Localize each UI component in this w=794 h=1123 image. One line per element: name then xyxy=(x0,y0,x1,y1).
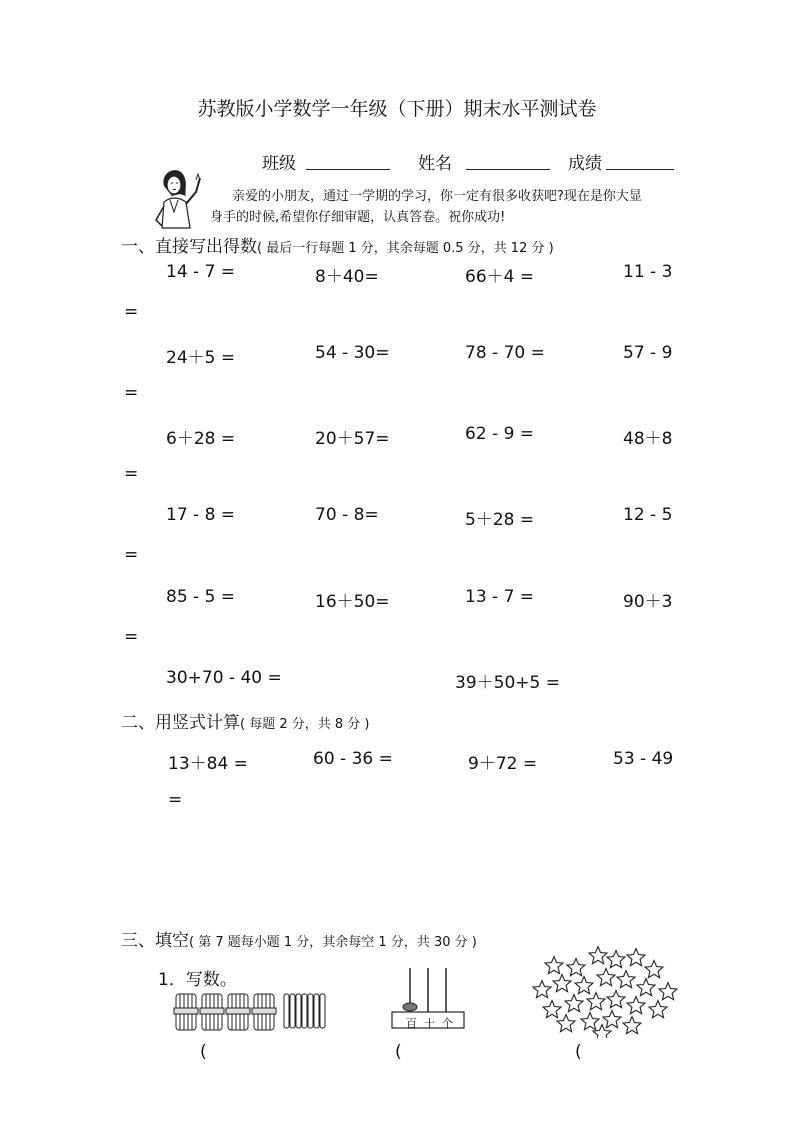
problem-6-1: 30+70 - 40 = xyxy=(166,668,282,688)
problem-3-1: 6＋28 = xyxy=(166,429,236,449)
problem-3-2: 20＋57= xyxy=(315,429,390,449)
class-field[interactable] xyxy=(306,151,390,170)
section3-note: ( 第 7 题每小题 1 分，其余每空 1 分，共 30 分 ) xyxy=(189,935,477,950)
problem-5-2: 16＋50= xyxy=(315,592,390,612)
problem-4-3: 5＋28 = xyxy=(465,510,535,530)
star-icon xyxy=(589,947,607,964)
vertical-problem-1: 13＋84 = xyxy=(168,754,248,774)
star-icon xyxy=(623,1017,641,1034)
star-icon xyxy=(567,959,585,976)
star-icon xyxy=(565,995,583,1012)
name-field[interactable] xyxy=(466,151,550,170)
star-icon xyxy=(603,1011,621,1028)
score-field[interactable] xyxy=(606,151,674,170)
wrap-equals: = xyxy=(124,302,139,322)
intro-line-2: 身手的时候,希望你仔细审题，认真答卷。祝你成功! xyxy=(210,210,506,225)
problem-4-1: 17 - 8 = xyxy=(166,505,236,525)
star-icon xyxy=(637,979,655,996)
problem-5-4: 90＋3 xyxy=(623,592,673,612)
problem-1-4: 11 - 3 xyxy=(623,262,673,282)
name-label: 姓名 xyxy=(418,154,452,174)
wrap-equals: = xyxy=(124,545,139,565)
star-icon xyxy=(533,981,551,998)
section1-heading xyxy=(121,232,554,257)
abacus-label-tens: 十 xyxy=(424,1017,435,1030)
star-icon xyxy=(607,951,625,968)
section1-note: ( 最后一行每题 1 分，其余每题 0.5 分，共 12 分 ) xyxy=(257,241,554,256)
star-icon xyxy=(575,977,593,994)
star-icon xyxy=(543,1001,561,1018)
section3-title: 三、填空 xyxy=(121,931,189,951)
star-icon xyxy=(649,1001,667,1018)
vertical-problem-4: 53 - 49 xyxy=(613,749,674,769)
problem-1-3: 66＋4 = xyxy=(465,267,535,287)
vertical-problem-3: 9＋72 = xyxy=(468,754,538,774)
score-label: 成绩 xyxy=(568,154,602,174)
class-label: 班级 xyxy=(262,154,296,174)
star-icon xyxy=(581,1013,599,1030)
question-1-label: 1．写数。 xyxy=(158,970,237,990)
star-icon xyxy=(607,991,625,1008)
wrap-equals: = xyxy=(124,383,139,403)
intro-line-1: 亲爱的小朋友，通过一学期的学习，你一定有很多收获吧?现在是你大显 xyxy=(232,189,642,204)
wrap-equals: = xyxy=(124,627,139,647)
teacher-illustration xyxy=(150,166,208,230)
abacus-label-hundreds: 百 xyxy=(406,1017,417,1030)
problem-3-3: 62 - 9 = xyxy=(465,424,535,444)
problem-2-1: 24＋5 = xyxy=(166,348,236,368)
problem-1-2: 8＋40= xyxy=(315,267,379,287)
problem-2-4: 57 - 9 xyxy=(623,343,673,363)
problem-6-2: 39＋50+5 = xyxy=(455,673,560,693)
problem-2-2: 54 - 30= xyxy=(315,343,390,363)
star-icon xyxy=(627,997,645,1014)
star-icon xyxy=(597,969,615,986)
section2-note: ( 每题 2 分，共 8 分 ) xyxy=(240,717,370,732)
section3-heading xyxy=(121,926,477,951)
problem-3-4: 48＋8 xyxy=(623,429,673,449)
star-icon xyxy=(553,975,571,992)
vertical-problem-2: 60 - 36 = xyxy=(313,749,393,769)
star-icon xyxy=(557,1015,575,1032)
problem-2-3: 78 - 70 = xyxy=(465,343,545,363)
problem-4-4: 12 - 5 xyxy=(623,505,673,525)
problem-5-1: 85 - 5 = xyxy=(166,587,236,607)
answer-paren-3: ( xyxy=(575,1042,582,1062)
star-icon xyxy=(645,961,663,978)
problem-4-2: 70 - 8= xyxy=(315,505,379,525)
star-icon xyxy=(587,993,605,1010)
page-title: 苏教版小学数学一年级（下册）期末水平测试卷 xyxy=(197,98,597,120)
star-icon xyxy=(659,983,677,1000)
star-icon xyxy=(627,949,645,966)
answer-paren-2: ( xyxy=(395,1042,402,1062)
star-icon xyxy=(617,971,635,988)
problem-1-1: 14 - 7 = xyxy=(166,262,236,282)
stick-bundles-icon xyxy=(172,990,326,1034)
wrap-equals: = xyxy=(168,790,183,810)
answer-paren-1: ( xyxy=(200,1042,207,1062)
wrap-equals: = xyxy=(124,464,139,484)
section2-title: 二、用竖式计算 xyxy=(121,713,240,733)
problem-5-3: 13 - 7 = xyxy=(465,587,535,607)
abacus-label-ones: 个 xyxy=(442,1017,453,1030)
section2-heading xyxy=(121,708,369,733)
stars-cluster-icon xyxy=(532,946,684,1038)
section1-title: 一、直接写出得数 xyxy=(121,237,257,257)
star-icon xyxy=(545,957,563,974)
